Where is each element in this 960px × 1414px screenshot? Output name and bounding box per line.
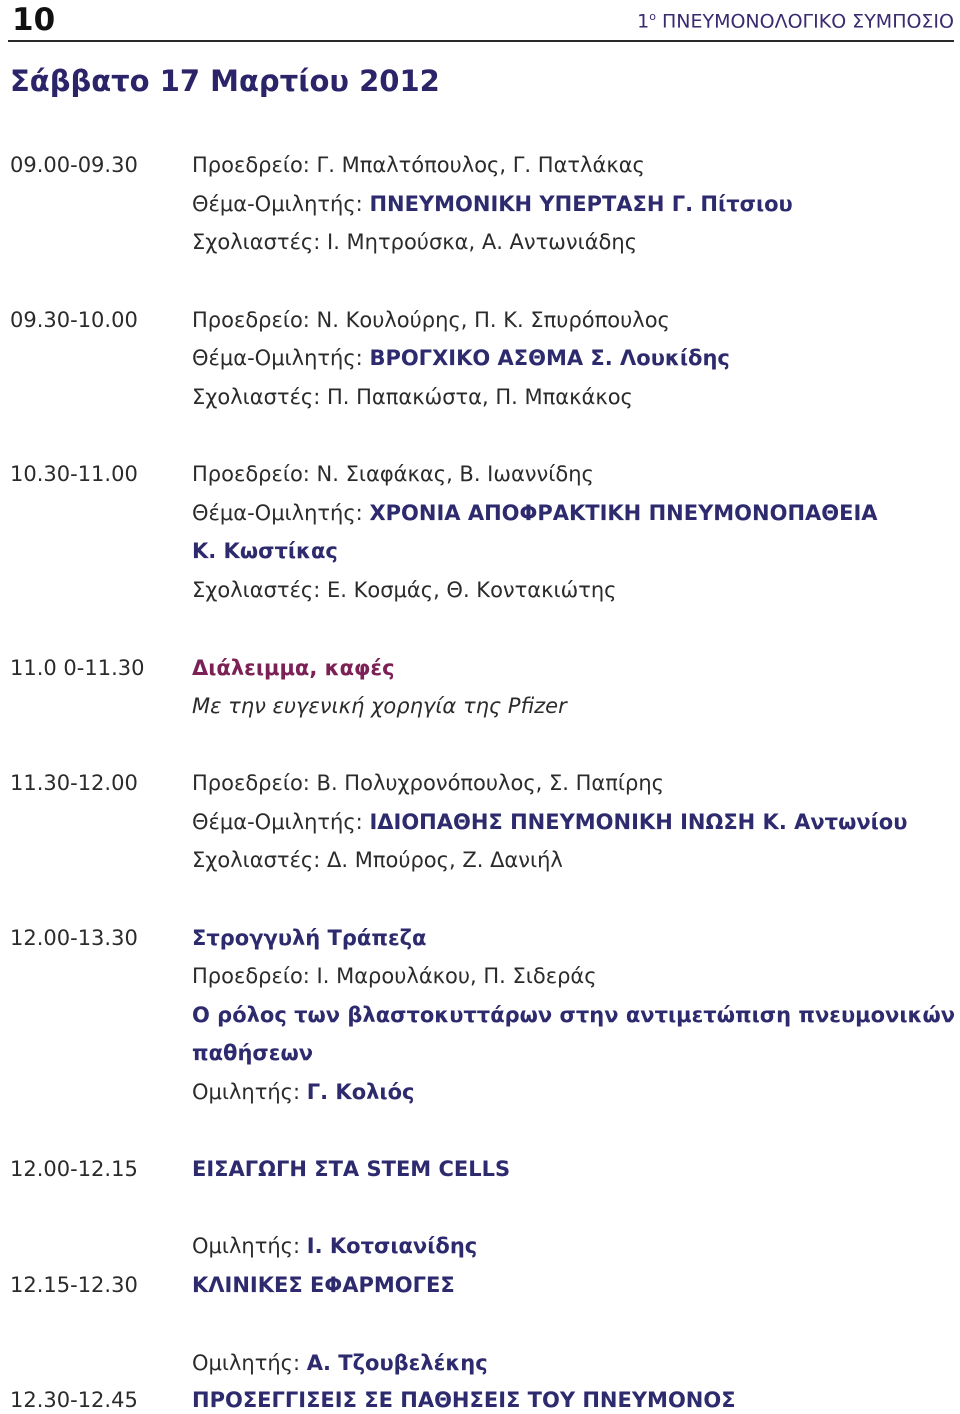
- running-title-text: ΠΝΕΥΜΟΝΟΛΟΓΙΚΟ ΣΥΜΠΟΣΙΟ: [655, 10, 954, 33]
- running-title-ordinal: ο: [649, 10, 656, 23]
- speaker-label: Ομιλητής:: [192, 1080, 307, 1104]
- session-topic: [192, 499, 878, 527]
- session-time: 12.15-12.30: [10, 1273, 138, 1297]
- speaker-name: Ι. Κοτσιανίδης: [306, 1234, 478, 1258]
- session-time: 09.30-10.00: [10, 308, 138, 332]
- round-table-title: Στρογγυλή Τράπεζα: [192, 926, 427, 950]
- topic-label: Θέμα-Ομιλητής:: [192, 810, 370, 834]
- session-topic: [192, 344, 730, 372]
- session-time: 12.30-12.45: [10, 1388, 138, 1412]
- break-title: Διάλειμμα, καφές: [192, 656, 395, 680]
- round-table-topic-cont: παθήσεων: [192, 1041, 314, 1065]
- topic-label: Θέμα-Ομιλητής:: [192, 501, 370, 525]
- topic-title: ΠΝΕΥΜΟΝΙΚΗ ΥΠΕΡΤΑΣΗ Γ. Πίτσιου: [369, 192, 793, 216]
- speaker-name: Γ. Κολιός: [306, 1080, 415, 1104]
- topic-title: ΧΡΟΝΙΑ ΑΠΟΦΡΑΚΤΙΚΗ ΠΝΕΥΜΟΝΟΠΑΘΕΙΑ: [369, 501, 878, 525]
- session-commentators: Σχολιαστές: Ι. Μητρούσκα, Α. Αντωνιάδης: [192, 230, 638, 254]
- session-commentators: Σχολιαστές: Π. Παπακώστα, Π. Μπακάκος: [192, 385, 633, 409]
- topic-title: ΙΔΙΟΠΑΘΗΣ ΠΝΕΥΜΟΝΙΚΗ ΙΝΩΣΗ Κ. Αντωνίου: [369, 810, 908, 834]
- page-number: 10: [12, 2, 56, 38]
- session-chair: Προεδρείο: Ν. Κουλούρης, Π. Κ. Σπυρόπουλος: [192, 308, 670, 332]
- session-chair: Προεδρείο: Ν. Σιαφάκας, Β. Ιωαννίδης: [192, 462, 594, 486]
- topic-label: Θέμα-Ομιλητής:: [192, 192, 370, 216]
- running-title: [637, 10, 954, 32]
- talk-title: ΕΙΣΑΓΩΓΗ ΣΤΑ STEM CELLS: [192, 1157, 511, 1181]
- talk-title: ΠΡΟΣΕΓΓΙΣΕΙΣ ΣΕ ΠΑΘΗΣΕΙΣ ΤΟΥ ΠΝΕΥΜΟΝΟΣ: [192, 1388, 736, 1412]
- session-topic: [192, 808, 907, 836]
- session-speaker: [192, 1232, 477, 1260]
- running-title-number: 1: [637, 10, 650, 33]
- topic-title: ΒΡΟΓΧΙΚΟ ΑΣΘΜΑ Σ. Λουκίδης: [369, 346, 730, 370]
- page-date-heading: Σάββατο 17 Μαρτίου 2012: [10, 64, 440, 98]
- session-chair: Προεδρείο: Ι. Μαρουλάκου, Π. Σιδεράς: [192, 964, 597, 988]
- session-commentators: Σχολιαστές: Ε. Κοσμάς, Θ. Κοντακιώτης: [192, 578, 617, 602]
- topic-label: Θέμα-Ομιλητής:: [192, 346, 370, 370]
- header-rule: [8, 40, 954, 42]
- session-chair: Προεδρείο: Γ. Μπαλτόπουλος, Γ. Πατλάκας: [192, 153, 645, 177]
- session-time: 12.00-13.30: [10, 926, 138, 950]
- break-sponsor: Με την ευγενική χορηγία της Pfizer: [192, 694, 567, 718]
- session-speaker: [192, 1078, 414, 1106]
- speaker-name: Α. Τζουβελέκης: [306, 1351, 488, 1375]
- speaker-label: Ομιλητής:: [192, 1234, 307, 1258]
- speaker-label: Ομιλητής:: [192, 1351, 307, 1375]
- page-header: [0, 0, 960, 42]
- session-time: 10.30-11.00: [10, 462, 138, 486]
- session-time: 11.30-12.00: [10, 771, 138, 795]
- session-speaker: [192, 1349, 488, 1377]
- session-time: 11.0 0-11.30: [10, 656, 145, 680]
- session-time: 12.00-12.15: [10, 1157, 138, 1181]
- topic-speaker: Κ. Κωστίκας: [192, 539, 338, 563]
- session-commentators: Σχολιαστές: Δ. Μπούρος, Ζ. Δανιήλ: [192, 848, 563, 872]
- round-table-topic: Ο ρόλος των βλαστοκυττάρων στην αντιμετώπιση πνευμονικών: [192, 1003, 956, 1027]
- session-time: 09.00-09.30: [10, 153, 138, 177]
- session-chair: Προεδρείο: Β. Πολυχρονόπουλος, Σ. Παπίρης: [192, 771, 664, 795]
- session-topic: [192, 190, 793, 218]
- talk-title: ΚΛΙΝΙΚΕΣ ΕΦΑΡΜΟΓΕΣ: [192, 1273, 455, 1297]
